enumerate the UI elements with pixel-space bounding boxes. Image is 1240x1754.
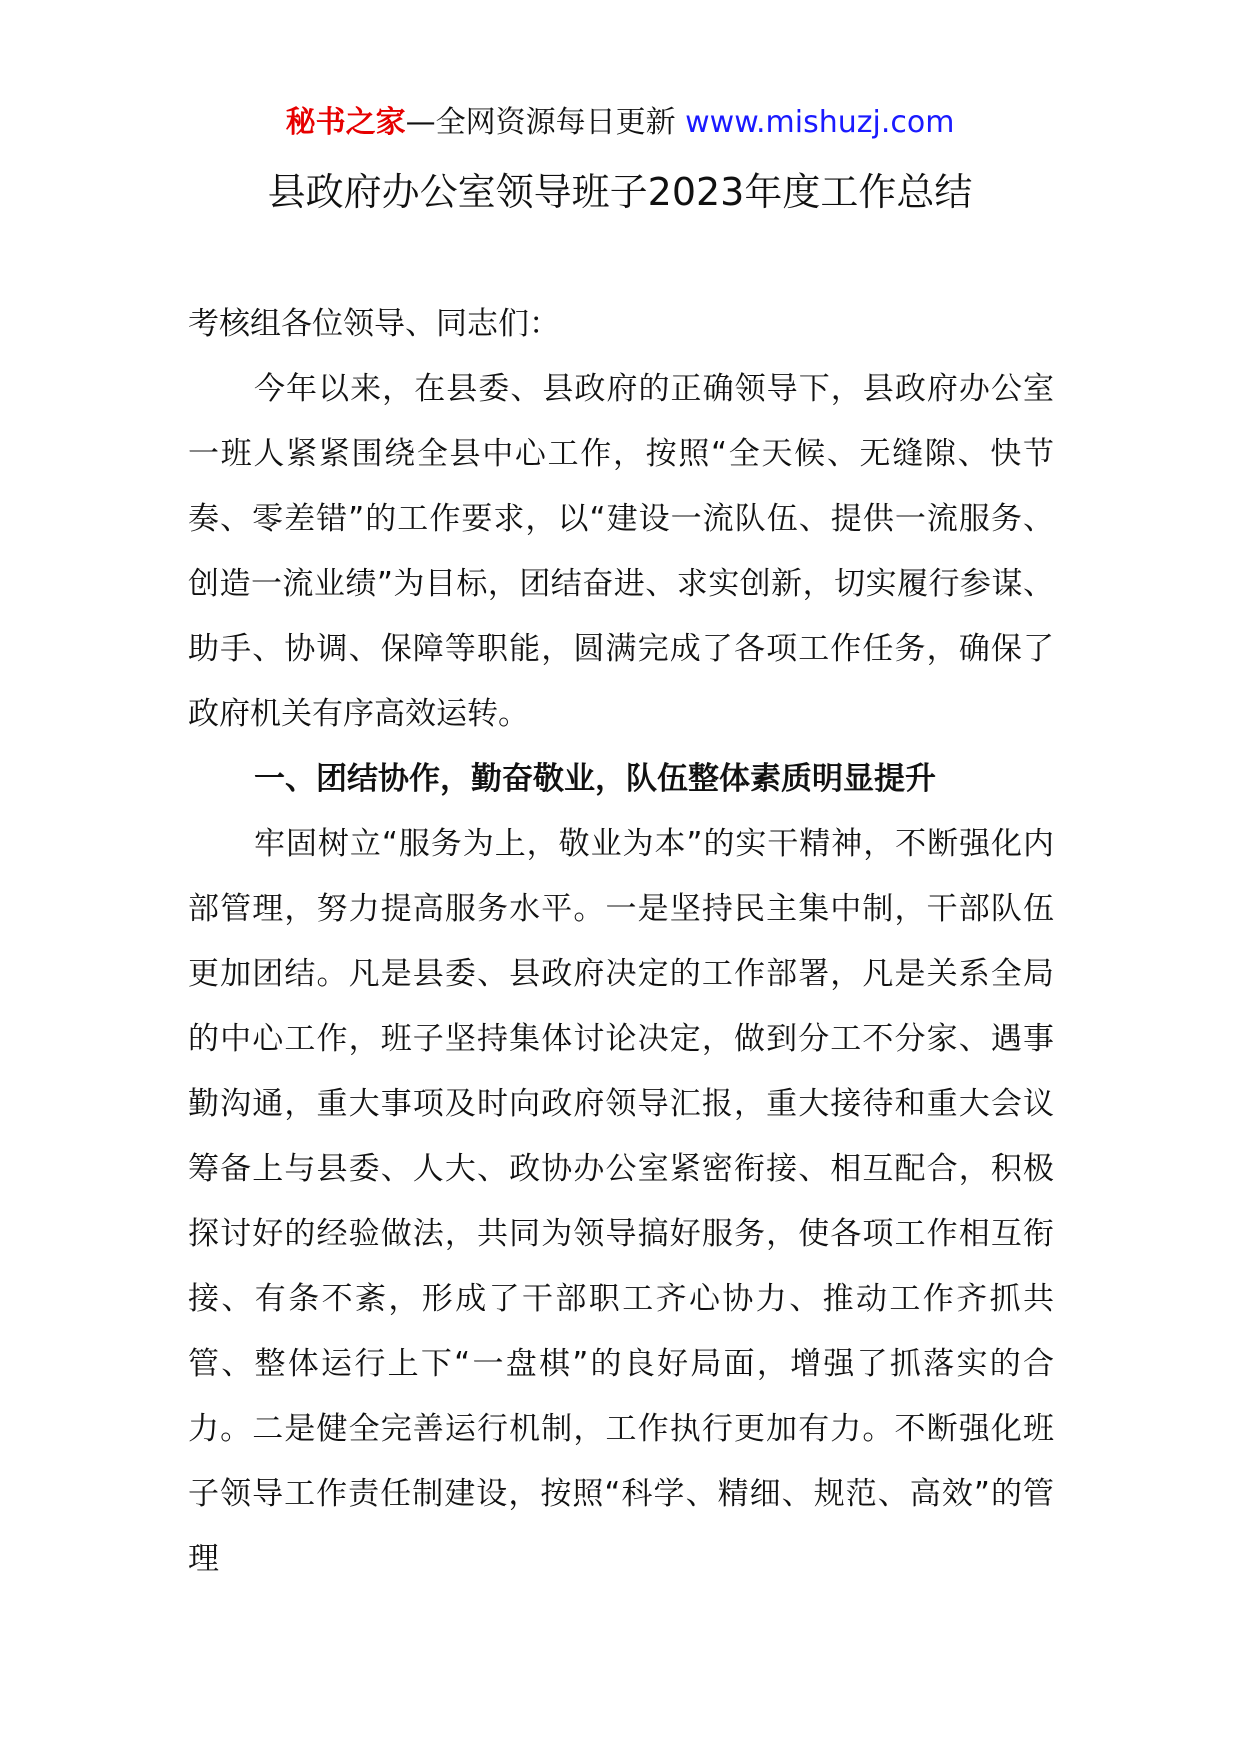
document-title: 县政府办公室领导班子2023年度工作总结 xyxy=(267,170,973,214)
site-url-link[interactable]: www.mishuzj.com xyxy=(685,105,955,140)
brand-name: 秘书之家 xyxy=(285,105,406,140)
document-body xyxy=(188,292,1054,1592)
salutation: 考核组各位领导、同志们： xyxy=(188,306,560,342)
section-heading: 一、团结协作，勤奋敬业，队伍整体素质明显提升 xyxy=(254,761,936,797)
intro-paragraph: 今年以来，在县委、县政府的正确领导下，县政府办公室一班人紧紧围绕全县中心工作，按照“全天候、无缝隙、快节奏、零差错”的工作要求，以“建设一流队伍、提供一流服务、创造一流业绩”为目标，团结奋进、求实创新，切实履行参谋、助手、协调、保障等职能，圆满完成了各项工作任务，确保了政府机关有序高效运转。 xyxy=(188,371,1054,732)
header-slogan: —全网资源每日更新 xyxy=(405,105,686,140)
site-header xyxy=(0,103,1240,143)
section-paragraph: 牢固树立“服务为上，敬业为本”的实干精神，不断强化内部管理，努力提高服务水平。一是坚持民主集中制，干部队伍更加团结。凡是县委、县政府决定的工作部署，凡是关系全局的中心工作，班子坚持集体讨论决定，做到分工不分家、遇事勤沟通，重大事项及时向政府领导汇报，重大接待和重大会议筹备上与县委、人大、政协办公室紧密衔接、相互配合，积极探讨好的经验做法，共同为领导搞好服务，使各项工作相互衔接、有条不紊，形成了干部职工齐心协力、推动工作齐抓共管、整体运行上下“一盘棋”的良好局面，增强了抓落实的合力。二是健全完善运行机制，工作执行更加有力。不断强化班子领导工作责任制建设，按照“科学、精细、规范、高效”的管理 xyxy=(188,826,1054,1577)
